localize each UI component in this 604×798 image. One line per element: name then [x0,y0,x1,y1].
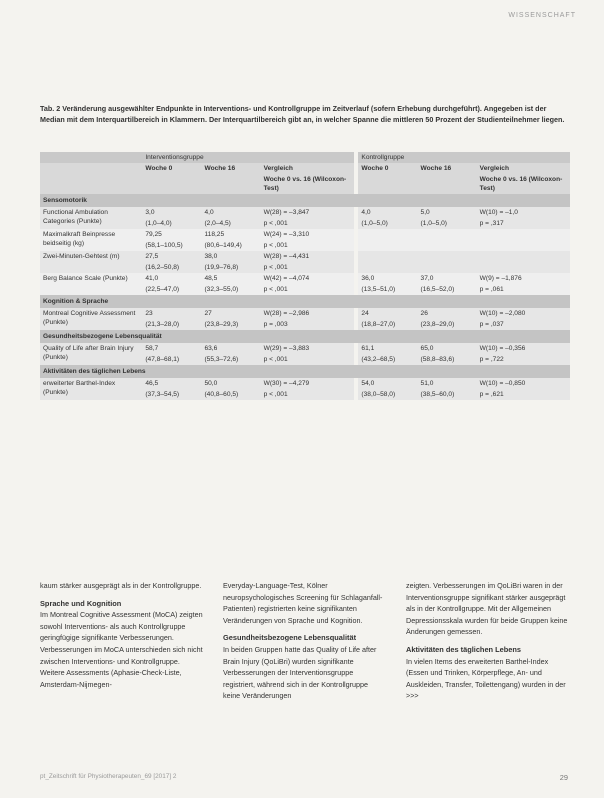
table-cell: (1,0–4,0) [142,218,201,229]
table-cell: W(42) = –4,074 [261,273,354,284]
row-label: Maximalkraft Beinpresse beidseitig (kg) [40,229,142,251]
table-cell: 37,0 [418,273,477,284]
table-cell: 23 [142,308,201,319]
table-cell: (1,0–5,0) [418,218,477,229]
subheading: Gesundheitsbezogene Lebensqualität [223,633,357,643]
subheading: Aktivitäten des täglichen Lebens [406,644,521,654]
table-row [40,207,570,218]
table-cell: (18,8–27,0) [358,319,417,330]
table-cell: (2,0–4,5) [201,218,260,229]
subheading: Sprache und Kognition [40,598,122,608]
table-cell [358,240,417,251]
table-cell: 65,0 [418,343,477,354]
table-row [40,343,570,354]
results-table-wrapper [40,152,570,572]
table-cell: p < ,001 [261,218,354,229]
col-compare-control: Vergleich [477,163,570,174]
table-cell: (38,0–58,0) [358,389,417,400]
table-cell: 26 [418,308,477,319]
table-cell: (37,3–54,5) [142,389,201,400]
table-cell: (21,3–28,0) [142,319,201,330]
column-header-row [40,163,570,174]
table-cell: (32,3–55,0) [201,284,260,295]
table-cell: 54,0 [358,378,417,389]
table-cell: (58,8–83,6) [418,354,477,365]
table-cell: W(28) = –4,431 [261,251,354,262]
table-row [40,251,570,262]
col-week16-control: Woche 16 [418,163,477,174]
col-compare-sub-control: Woche 0 vs. 16 (Wilcoxon-Test) [477,174,570,194]
table-cell: W(28) = –2,986 [261,308,354,319]
paragraph: In beiden Gruppen hatte das Quality of Life after Brain Injury (QoLiBri) wurden signifikante Verbesserungen der Interventionsgruppe registriert, während sich in der Kontrollgruppe keine Veränderungen [223,644,377,701]
table-cell: (55,3–72,6) [201,354,260,365]
row-label: Functional Ambulation Categories (Punkte) [40,207,142,229]
col-compare-sub: Woche 0 vs. 16 (Wilcoxon-Test) [261,174,354,194]
section-row [40,330,570,343]
table-cell [418,240,477,251]
table-cell: W(28) = –3,847 [261,207,354,218]
table-cell: p = ,037 [477,319,570,330]
table-cell: p < ,001 [261,240,354,251]
section-title: Gesundheitsbezogene Lebensqualität [40,330,570,343]
table-cell: (80,6–149,4) [201,240,260,251]
table-cell: (1,0–5,0) [358,218,417,229]
col-week16: Woche 16 [201,163,260,174]
row-label: Montreal Cognitive Assessment (Punkte) [40,308,142,330]
paragraph: kaum stärker ausgeprägt als in der Kontrollgruppe. [40,581,202,590]
col-week0-control: Woche 0 [358,163,417,174]
table-cell: (19,9–76,8) [201,262,260,273]
row-label: Berg Balance Scale (Punkte) [40,273,142,295]
text-column-3 [406,580,570,702]
table-cell: W(10) = –0,356 [477,343,570,354]
table-cell: (22,5–47,0) [142,284,201,295]
table-cell [358,251,417,262]
table-cell: 46,5 [142,378,201,389]
row-label: Quality of Life after Brain Injury (Punkte) [40,343,142,365]
column-subheader-row [40,174,570,194]
table-cell: W(10) = –0,850 [477,378,570,389]
table-cell [477,262,570,273]
table-cell: p = ,003 [261,319,354,330]
table-cell: W(24) = –3,310 [261,229,354,240]
table-cell: (47,8–68,1) [142,354,201,365]
section-title: Kognition & Sprache [40,295,570,308]
table-cell: 3,0 [142,207,201,218]
section-title: Aktivitäten des täglichen Lebens [40,365,570,378]
section-header: WISSENSCHAFT [508,12,576,19]
table-cell: (43,2–68,5) [358,354,417,365]
table-cell [477,251,570,262]
table-cell: 5,0 [418,207,477,218]
section-row [40,365,570,378]
section-row [40,295,570,308]
table-cell [418,229,477,240]
body-text [40,580,570,750]
table-cell [418,251,477,262]
table-cell: (23,8–29,0) [418,319,477,330]
table-cell: p < ,001 [261,284,354,295]
table-cell: p = ,317 [477,218,570,229]
table-cell: 51,0 [418,378,477,389]
table-cell: 79,25 [142,229,201,240]
table-cell: 41,0 [142,273,201,284]
table-cell: p = ,061 [477,284,570,295]
paragraph: zeigten. Verbesserungen im QoLiBri waren in der Interventionsgruppe signifikant stärker ausgeprägt als in der Kontrollgruppe. Mit der Allgemeinen Depressionsskala wurden für beide Gruppen keine Änderungen gemessen. [406,581,568,637]
table-cell: p = ,621 [477,389,570,400]
table-cell: 48,5 [201,273,260,284]
table-row [40,378,570,389]
table-cell: (58,1–100,5) [142,240,201,251]
table-cell: 63,6 [201,343,260,354]
table-cell: 27,5 [142,251,201,262]
table-cell: W(10) = –1,0 [477,207,570,218]
table-cell: (13,5–51,0) [358,284,417,295]
row-label: erweiterter Barthel-Index (Punkte) [40,378,142,400]
table-row [40,308,570,319]
col-week0: Woche 0 [142,163,201,174]
table-cell: p < ,001 [261,354,354,365]
table-caption: Tab. 2 Veränderung ausgewählter Endpunkte in Interventions- und Kontrollgruppe im Zeitverlauf (sofern Erhebung durchgeführt). Angegeben ist der Median mit dem Interquartilbereich in Klammern. Der Interquartilbereich gibt an, in welcher Spanne die mittleren 50 Prozent der Studienteilnehmer liegen. [40,104,565,124]
page-number: 29 [559,773,568,782]
table-cell [418,262,477,273]
paragraph: In vielen Items des erweiterten Barthel-Index (Essen und Trinken, Körperpflege, An- und Auskleiden, Transfer, Toilettengang) wurden in der >>> [406,656,566,701]
table-cell: W(9) = –1,876 [477,273,570,284]
row-label: Zwei-Minuten-Gehtest (m) [40,251,142,273]
table-cell [358,229,417,240]
table-cell: W(29) = –3,883 [261,343,354,354]
table-cell: 24 [358,308,417,319]
table-cell: p < ,001 [261,389,354,400]
section-title: Sensomotorik [40,194,570,207]
continue-arrow: >>> [406,691,419,701]
paragraph: Everyday-Language-Test, Kölner neuropsychologisches Screening für Schlaganfall-Patienten) registrierten keine signifikanten Veränderungen von Sprache und Kognition. [223,581,383,625]
table-cell: 36,0 [358,273,417,284]
table-cell: (40,8–60,5) [201,389,260,400]
table-cell: 50,0 [201,378,260,389]
group-control: Kontrollgruppe [358,152,570,163]
journal-footer: pt_Zeitschrift für Physiotherapeuten_69 [2017] 2 [40,773,177,780]
table-cell [477,240,570,251]
results-table [40,152,570,400]
table-cell: p < ,001 [261,262,354,273]
text-column-1 [40,580,204,690]
table-cell: (16,2–50,8) [142,262,201,273]
table-row [40,273,570,284]
table-cell: p = ,722 [477,354,570,365]
table-cell: W(30) = –4,279 [261,378,354,389]
table-cell [358,262,417,273]
table-row [40,229,570,240]
table-cell: 118,25 [201,229,260,240]
table-cell: 4,0 [358,207,417,218]
group-header-row [40,152,570,163]
table-cell: 58,7 [142,343,201,354]
table-cell: 61,1 [358,343,417,354]
table-cell: (16,5–52,0) [418,284,477,295]
table-cell: W(10) = –2,080 [477,308,570,319]
section-row [40,194,570,207]
col-compare: Vergleich [261,163,354,174]
group-intervention: Interventionsgruppe [142,152,354,163]
table-cell: 4,0 [201,207,260,218]
paragraph: Im Montreal Cognitive Assessment (MoCA) zeigten sowohl Interventions- als auch Kontrollgruppe geringfügige signifikante Verbesserungen. Verbesserungen im MoCA unterschieden sich nicht zwischen Interventions- und Kontrollgruppe. Weitere Assessments (Aphasie-Check-Liste, Amsterdam-Nijmegen- [40,610,203,689]
table-cell: 27 [201,308,260,319]
text-column-2 [223,580,387,702]
table-cell: (38,5–60,0) [418,389,477,400]
table-cell: (23,8–29,3) [201,319,260,330]
table-cell [477,229,570,240]
table-cell: 38,0 [201,251,260,262]
